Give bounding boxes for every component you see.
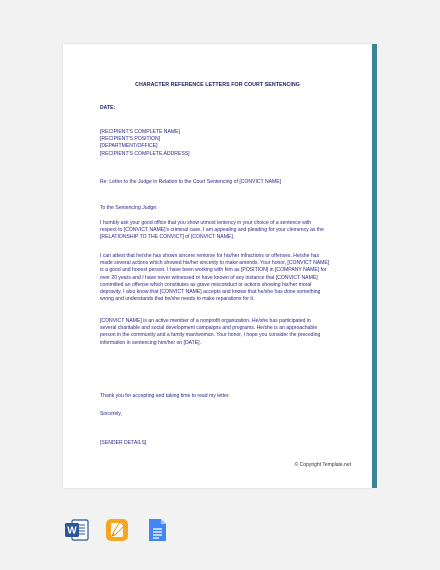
- closing-line: Thank you for accepting and taking time to read my letter.: [100, 393, 230, 399]
- subject-line-text: Re: Letter to the Judge in Relation to the Court Sentencing of [CONVICT NAME]: [100, 179, 282, 185]
- paragraph-line: person in the community and a family man/woman. Your honor, I hope you consider the preceding: [100, 332, 321, 339]
- recipient-department: [DEPARTMENT/OFFICE]: [100, 143, 158, 150]
- copyright-notice: © Copyright Template.net: [294, 462, 351, 468]
- paragraph-line: depravity. I also know that [CONVICT NAME] accepts and knows that he/she has done something: [100, 289, 321, 296]
- salutation: [100, 205, 347, 212]
- svg-text:W: W: [67, 525, 77, 537]
- recipient-address: [RECIPIENT'S COMPLETE ADDRESS]: [100, 150, 190, 157]
- paragraph-line: wrong and understands that he/she needs to make reparations for it.: [100, 296, 255, 303]
- recipient-block: [100, 129, 347, 158]
- paragraph-line: committed an offense which constitutes as grave misconduct or actions showing his/her moral: [100, 281, 312, 288]
- document-title: CHARACTER REFERENCE LETTERS FOR COURT SENTENCING: [135, 82, 300, 88]
- subject-line: [100, 179, 347, 186]
- paragraph-line: I can attest that he/she has shown sincere remorse for his/her infractions or offenses. He/she has: [100, 253, 320, 259]
- recipient-position: [RECIPIENT'S POSITION]: [100, 136, 161, 143]
- word-icon[interactable]: [64, 517, 90, 543]
- paragraph-line: is a good and honest person. I have been working with him as [POSITION] in [COMPANY NAME] for: [100, 267, 327, 274]
- sender-details: [SENDER DETAILS]: [100, 440, 147, 446]
- paragraph-line: several charitable and social development campaigns and programs. He/she is an approachable: [100, 325, 318, 332]
- paragraph-line: [CONVICT NAME] is an active member of a nonprofit organization. He/she has participated in: [100, 318, 311, 324]
- paragraph-line: [RELATIONSHIP TO THE CONVICT] of [CONVICT NAME].: [100, 234, 235, 241]
- paragraph-line: over 20 years and I have never witnessed or have known of any instance that [CONVICT NAME]: [100, 274, 318, 281]
- signoff: Sincerely,: [100, 411, 122, 417]
- salutation-text: To the Sentencing Judge:: [100, 205, 158, 211]
- paragraph-line: respect to [CONVICT NAME]'s criminal case. I am appealing and pleading for your clemency as the: [100, 227, 324, 234]
- document-preview: [63, 44, 372, 488]
- paragraph-line: made several actions which showed his/her sincerity to make amends. Your honor, [CONVICT NAME]: [100, 260, 330, 267]
- accent-bar: [372, 44, 377, 488]
- paragraph-line: information in sentencing him/her on [DATE].: [100, 339, 201, 346]
- pages-icon[interactable]: [104, 517, 130, 543]
- date-label: DATE:: [100, 105, 116, 111]
- paragraph-1: [100, 220, 347, 242]
- paragraph-line: I humbly ask your good office that you show utmost leniency in your choice of a sentence with: [100, 220, 312, 226]
- google-docs-icon[interactable]: [144, 517, 170, 543]
- recipient-name: [RECIPIENT'S COMPLETE NAME]: [100, 129, 180, 135]
- paragraph-3: [100, 318, 347, 347]
- paragraph-2: [100, 253, 347, 303]
